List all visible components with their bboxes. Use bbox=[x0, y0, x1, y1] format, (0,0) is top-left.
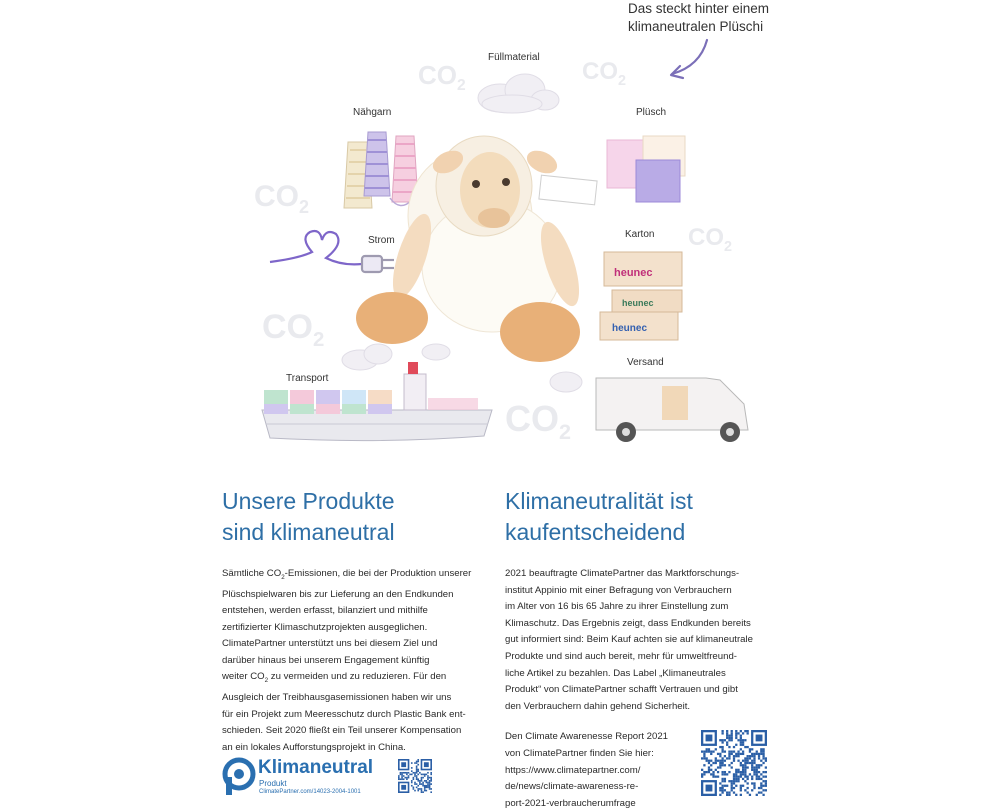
left-heading: Unsere Produkte sind klimaneutral bbox=[222, 488, 395, 545]
small-qr-code bbox=[398, 759, 432, 793]
report-link[interactable]: de/news/climate-awareness-re- bbox=[505, 781, 639, 793]
co2-watermark: $CO_2$ bbox=[418, 60, 466, 95]
logo-url: ClimatePartner.com/14023-2004-1001 bbox=[259, 789, 361, 795]
hint-line-1: Das steckt hinter einem bbox=[628, 1, 770, 16]
co2-watermark: $CO_2$ bbox=[582, 58, 627, 89]
report-link[interactable]: https://www.climatepartner.com/ bbox=[505, 764, 641, 776]
label-strom: Strom bbox=[368, 235, 395, 246]
yarn-spools-icon bbox=[344, 132, 418, 208]
climate-partner-logo-icon bbox=[222, 757, 256, 797]
power-plug-icon bbox=[270, 231, 394, 272]
label-pluesch: Plüsch bbox=[636, 107, 667, 118]
hint-line-2: klimaneutralen Plüschi bbox=[628, 19, 764, 34]
co2-watermark: $CO_2$ bbox=[505, 398, 572, 445]
container-ship-icon bbox=[262, 362, 492, 441]
report-qr-code bbox=[701, 730, 767, 796]
co2-watermark: $CO_2$ bbox=[254, 180, 310, 217]
svg-text:heunec: heunec bbox=[612, 323, 648, 334]
curved-arrow-icon bbox=[671, 40, 707, 78]
plush-sheep-toy bbox=[356, 136, 597, 362]
label-transport: Transport bbox=[286, 373, 329, 384]
label-karton: Karton bbox=[625, 229, 655, 240]
label-versand: Versand bbox=[627, 357, 664, 368]
svg-text:heunec: heunec bbox=[614, 267, 653, 279]
report-link[interactable]: port-2021-verbraucherumfrage bbox=[505, 797, 636, 809]
plush-fabric-icon bbox=[607, 136, 685, 202]
right-heading: Klimaneutralität ist kaufentscheidend bbox=[505, 488, 693, 545]
left-paragraph: Sämtliche $CO_2$-Emissionen, die bei der Produktion unserer Plüschspielwaren bis zur Lieferung an den Endkunden entstehen, werden erfasst, bilanziert und mithilfe zertifizierter Klimaschutzprojekten ausgeglichen. ClimatePartner unterstützt uns bei diesem Ziel und darüber hinaus bei unserem Engagement künftig weiter $CO_2$ zu vermeiden und zu reduzieren. Für den Ausgleich der Treibhausgasemissionen haben wir uns für ein Projekt zum Meeresschutz durch Plastic Bank ent- schieden. Seit 2020 fließt ein Teil unserer Kompensation an ein lokales Aufforstungsprojekt in China. bbox=[222, 568, 472, 753]
left-column bbox=[222, 486, 492, 756]
carton-boxes-icon bbox=[600, 252, 682, 340]
logo-title: Klimaneutral bbox=[258, 757, 374, 778]
delivery-van-icon bbox=[596, 378, 748, 442]
klimaneutral-logo bbox=[222, 757, 402, 797]
filling-cloud-icon bbox=[478, 74, 559, 113]
logo-subtitle: Produkt bbox=[259, 779, 287, 788]
label-fuellmaterial: Füllmaterial bbox=[488, 52, 540, 63]
co2-watermark: $CO_2$ bbox=[688, 224, 733, 255]
label-naehgarn: Nähgarn bbox=[353, 107, 392, 118]
svg-text:heunec: heunec bbox=[622, 298, 654, 308]
report-paragraph: Den Climate Awarenesse Report 2021 von ClimatePartner finden Sie hier: https://www.climatepartner.com/ de/news/climate-awareness-re- port-2021-verbraucherumfrage bbox=[505, 729, 775, 812]
co2-watermark: $CO_2$ bbox=[262, 308, 325, 351]
right-paragraph: 2021 beauftragte ClimatePartner das Marktforschungs- institut Appinio mit einer Befragung von Verbrauchern im Alter von 16 bis 65 Jahre zu ihrer Einstellung zum Klimaschutz. Das Ergebnis zeigt, dass Endkunden bereits gut informiert sind: Beim Kauf achten sie auf klimaneutrale Produkte und sind auch bereit, mehr für umweltfreund- liche Artikel zu bezahlen. Das Label „Klimaneutrales Produkt“ von ClimatePartner schafft Vertrauen und gibt den Verbrauchern dahin gehend Sicherheit. bbox=[505, 568, 753, 712]
